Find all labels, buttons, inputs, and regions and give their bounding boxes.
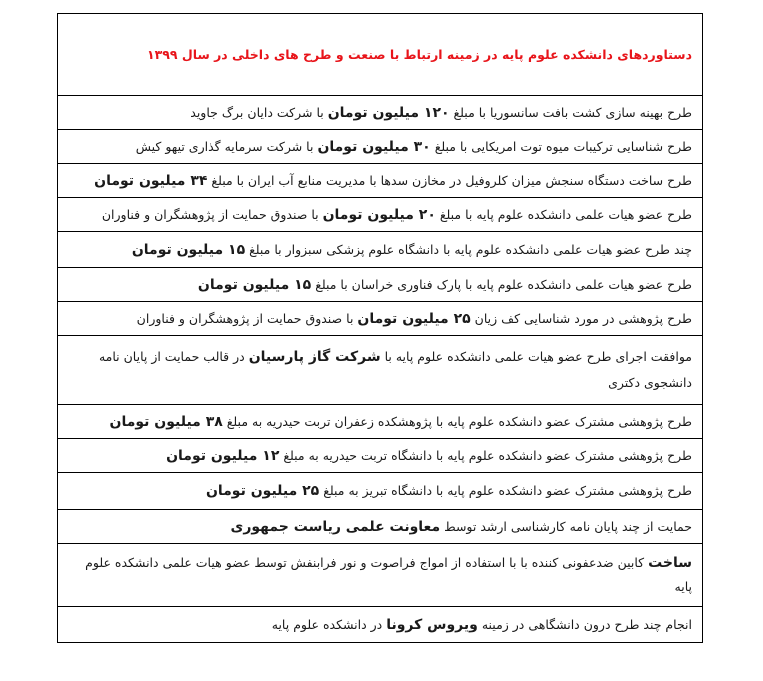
table-row	[58, 544, 703, 607]
table-row	[58, 130, 703, 164]
row-text: انجام چند طرح درون دانشگاهی در زمینه	[477, 616, 692, 632]
row-highlight: ۱۲ میلیون تومان	[166, 447, 280, 464]
row-text: طرح عضو هیات علمی دانشکده علوم پایه با پارک فناوری خراسان با مبلغ	[311, 276, 692, 292]
row-text: طرح پژوهشی مشترک عضو دانشکده علوم پایه با دانشگاه تبریز به مبلغ	[319, 483, 692, 498]
row-text: با صندوق حمایت از پژوهشگران و فناوران	[101, 206, 323, 222]
row-text: طرح شناسایی ترکیبات میوه توت امریکایی با مبلغ	[430, 138, 692, 154]
row-highlight: ۲۵ میلیون تومان	[205, 483, 320, 499]
row-text: طرح پژوهشی مشترک عضو دانشکده علوم پایه با پژوهشکده زعفران تربت حیدریه به مبلغ	[222, 413, 692, 429]
row-highlight: ۲۵ میلیون تومان	[357, 310, 471, 327]
row-text: حمایت از چند پایان نامه کارشناسی ارشد توسط	[440, 518, 692, 534]
row-highlight: ۲۰ میلیون تومان	[322, 206, 436, 223]
row-text: طرح پژوهشی در مورد شناسایی کف زیان	[470, 310, 692, 326]
row-text: با شرکت دایان برگ جاوید	[190, 104, 328, 120]
row-highlight: ۳۴ میلیون تومان	[94, 172, 208, 189]
table-row	[58, 473, 703, 510]
row-text: طرح ساخت دستگاه سنجش میزان کلروفیل در مخازن سدها با مدیریت منابع آب ایران با مبلغ	[207, 172, 692, 188]
row-text: طرح بهینه سازی کشت بافت سانسوریا با مبلغ	[449, 104, 692, 120]
table-row	[58, 607, 703, 643]
table-row	[58, 164, 703, 198]
row-highlight: معاونت علمی ریاست جمهوری	[230, 518, 441, 535]
row-highlight: ۳۰ میلیون تومان	[317, 138, 431, 155]
row-highlight: ویروس کرونا	[386, 616, 478, 633]
table-row	[58, 439, 703, 473]
row-text: چند طرح عضو هیات علمی دانشکده علوم پایه با دانشگاه علوم پزشکی سبزوار با مبلغ	[245, 241, 692, 257]
row-highlight: ساخت	[648, 555, 692, 571]
table-row	[58, 302, 703, 336]
table-row	[58, 510, 703, 544]
row-highlight: شرکت گاز پارسیان	[248, 349, 381, 365]
row-text: طرح عضو هیات علمی دانشکده علوم پایه با مبلغ	[435, 206, 692, 222]
row-text: طرح پژوهشی مشترک عضو دانشکده علوم پایه با دانشگاه تربت حیدریه به مبلغ	[279, 447, 692, 463]
table-row	[58, 96, 703, 130]
table-title: دستاوردهای دانشکده علوم پایه در زمینه ارتباط با صنعت و طرح های داخلی در سال ۱۳۹۹	[58, 14, 703, 96]
table-row	[58, 268, 703, 302]
row-text: موافقت اجرای طرح عضو هیات علمی دانشکده علوم پایه با	[380, 349, 692, 364]
row-highlight: ۱۵ میلیون تومان	[131, 241, 246, 258]
achievements-table-container	[57, 13, 703, 643]
row-text: با شرکت سرمایه گذاری تیهو کیش	[135, 138, 318, 154]
row-text: در قالب حمایت از پایان نامه دانشجوی دکتری	[98, 349, 692, 390]
row-text: کابین ضدعفونی کننده با با استفاده از امواج فراصوت و نور فرابنفش توسط عضو هیات علمی دانشکده علوم پایه	[85, 555, 692, 594]
row-text: در دانشکده علوم پایه	[271, 616, 387, 632]
row-highlight: ۳۸ میلیون تومان	[109, 413, 223, 430]
row-text: با صندوق حمایت از پژوهشگران و فناوران	[136, 310, 358, 326]
table-row	[58, 405, 703, 439]
table-row	[58, 336, 703, 405]
table-row	[58, 232, 703, 268]
table-row	[58, 198, 703, 232]
row-highlight: ۱۵ میلیون تومان	[197, 276, 312, 293]
row-highlight: ۱۲۰ میلیون تومان	[327, 104, 450, 121]
achievements-table	[57, 13, 703, 643]
